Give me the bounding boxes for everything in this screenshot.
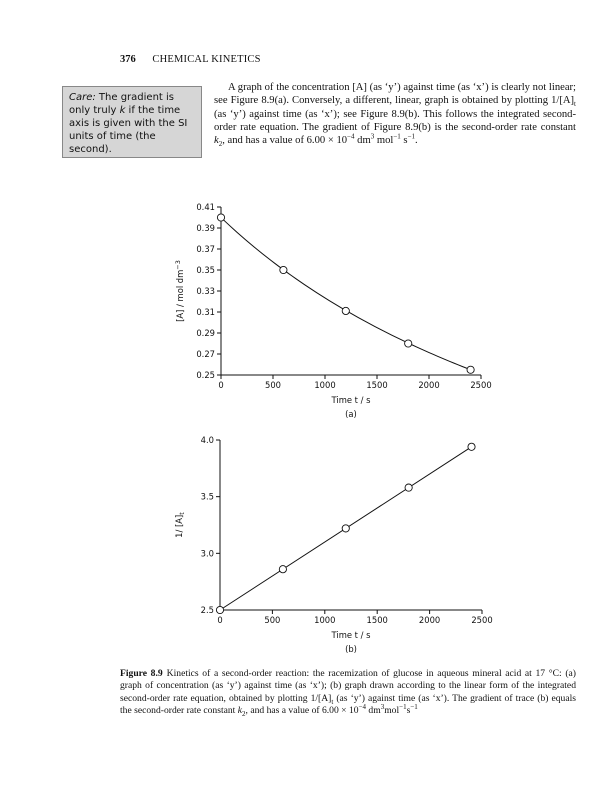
para-part-7: . bbox=[415, 135, 418, 147]
para-part-1: A graph of the concentration [A] (as ‘y’) against time (as ‘x’) is clearly not linear; see Figure 8.9(a). Conversely, a different, linear, graph is obtained by plotting 1/[A] bbox=[214, 82, 576, 107]
caption-label: Figure 8.9 bbox=[120, 668, 163, 679]
caption-k: k bbox=[237, 705, 243, 717]
chart-a-y-tick-label: 0.37 bbox=[196, 244, 215, 254]
chart-a-data-point bbox=[467, 366, 474, 373]
care-text-pre: The gradient is only truly bbox=[69, 92, 174, 116]
care-label: Care: bbox=[69, 92, 96, 103]
chart-b-x-label: Time t / s bbox=[331, 630, 371, 640]
running-title: CHEMICAL KINETICS bbox=[152, 54, 261, 65]
chart-a-data-point bbox=[280, 266, 287, 273]
chart-b-data-point bbox=[279, 566, 286, 573]
chart-a-data-point bbox=[342, 307, 349, 314]
chart-b-y-tick-label: 3.5 bbox=[200, 491, 214, 502]
caption-k-sub: 2 bbox=[242, 710, 246, 719]
chart-b-y-tick-label: 4.0 bbox=[200, 435, 214, 445]
chart-a-data-point bbox=[217, 214, 224, 221]
chart-b-x-tick-label: 1000 bbox=[314, 615, 336, 625]
chart-a-y-label: [A] / mol $dm^{-3}$ bbox=[174, 260, 185, 322]
para-exp-2: 3 bbox=[370, 132, 375, 141]
chart-a-x-tick-label: 1000 bbox=[314, 380, 336, 390]
chart-b-y-tick-label: 2.5 bbox=[200, 605, 214, 615]
chart-a-y-tick-label: 0.41 bbox=[196, 202, 215, 212]
chart-a-y-tick-label: 0.31 bbox=[196, 307, 215, 317]
caption-part-4: dm bbox=[366, 705, 381, 717]
chart-b-data-point bbox=[216, 606, 223, 613]
chart-b-x-tick-label: 0 bbox=[217, 615, 223, 625]
caption-exp-1: −4 bbox=[358, 703, 367, 712]
chart-a-x-tick-label: 1500 bbox=[366, 380, 388, 390]
chart-a-x-tick-label: 0 bbox=[218, 380, 224, 390]
chart-b-x-tick-label: 2500 bbox=[471, 615, 493, 625]
para-exp-3: −1 bbox=[393, 132, 401, 141]
chart-b-x-tick-label: 2000 bbox=[418, 615, 441, 625]
chart-b-data-point bbox=[405, 484, 412, 491]
chart-a-y-tick-label: 0.39 bbox=[196, 223, 215, 233]
page-number: 376 bbox=[120, 54, 136, 65]
chart-a-y-tick-label: 0.35 bbox=[196, 265, 215, 275]
para-k: k bbox=[214, 135, 219, 147]
caption-part-3: , and has a value of 6.00 × 10 bbox=[245, 705, 359, 717]
chart-b-panel-label: (b) bbox=[345, 644, 357, 654]
para-exp-4: −1 bbox=[407, 132, 416, 141]
chart-a-y-tick-label: 0.27 bbox=[196, 349, 215, 359]
caption-part-6: s bbox=[406, 705, 411, 717]
para-part-6: s bbox=[400, 135, 408, 147]
para-exp-1: −4 bbox=[347, 132, 355, 141]
para-part-5: mol bbox=[374, 135, 394, 147]
caption-part-5: mol bbox=[384, 705, 400, 717]
chart-a-x-tick-label: 2000 bbox=[418, 380, 440, 390]
chart-a-data-point bbox=[405, 340, 412, 347]
chart-b-x-tick-label: 500 bbox=[264, 615, 281, 625]
chart-b-x-tick-label: 1500 bbox=[366, 615, 388, 625]
chart-a-y-tick-label: 0.29 bbox=[196, 328, 215, 338]
para-part-3: , and has a value of 6.00 × 10 bbox=[222, 135, 348, 147]
care-text-post: if the time axis is given with the SI units of time (the second). bbox=[69, 105, 188, 155]
chart-a-x-tick-label: 2500 bbox=[470, 380, 492, 390]
chart-a-x-label: Time t / s bbox=[331, 395, 371, 405]
caption-sub-t: t bbox=[331, 697, 334, 706]
caption-part-2: (as ‘y’) against time (as ‘x’). The gradient of trace (b) equals the second-order rate constant bbox=[120, 692, 576, 717]
chart-b-y-label: 1/ $[A]_t$ bbox=[174, 512, 186, 538]
caption-exp-3: −1 bbox=[399, 703, 407, 712]
caption-exp-4: −1 bbox=[410, 703, 418, 712]
caption-part-1: Kinetics of a second-order reaction: the racemization of glucose in aqueous mineral acid at 17 °C: (a) graph of concentration (as ‘y’) against time (as ‘x’); (b) graph drawn according to the linear form of the integrated second-order rate equation, obtained by plotting 1/[A] bbox=[120, 668, 576, 704]
chart-a-panel-label: (a) bbox=[345, 409, 357, 419]
chart-a-x-tick-label: 500 bbox=[265, 380, 281, 390]
para-sub-t: t bbox=[574, 100, 576, 109]
figure-caption bbox=[120, 668, 576, 718]
chart-b-data-point bbox=[342, 525, 349, 532]
chart-a-y-tick-label: 0.33 bbox=[196, 286, 215, 296]
para-part-2: (as ‘y’) against time (as ‘x’); see Figure 8.9(b). This follows the integrated second-order rate equation. The gradient of Figure 8.9(b) is the second-order rate constant bbox=[214, 108, 576, 133]
chart-a-y-tick-label: 0.25 bbox=[196, 370, 215, 380]
para-part-4: dm bbox=[354, 135, 371, 147]
care-k: k bbox=[119, 105, 126, 116]
para-k-sub: 2 bbox=[218, 140, 223, 149]
caption-exp-2: 3 bbox=[380, 703, 385, 712]
chart-a-fit-line bbox=[221, 218, 471, 370]
chart-b-data-point bbox=[468, 443, 475, 450]
chart-b-y-tick-label: 3.0 bbox=[200, 548, 214, 559]
